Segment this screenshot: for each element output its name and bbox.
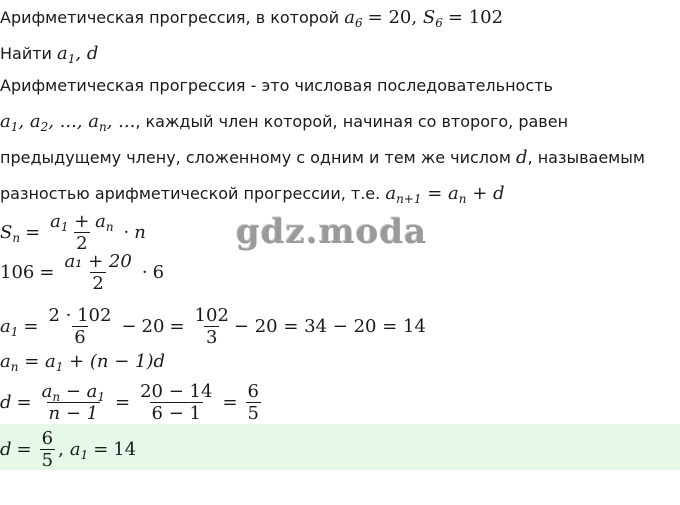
definition-line-1: Арифметическая прогрессия - это числовая последовательность xyxy=(0,76,553,95)
find-a-index: 1 xyxy=(67,52,76,66)
definition-line-3: предыдущему члену, сложенному с одним и тем же числом d, называемым xyxy=(0,147,645,168)
definition-line-4: разностью арифметической прогрессии, т.е. $a_{n+1} = a_n + d$ xyxy=(0,183,505,206)
s-index: 6 xyxy=(435,16,443,30)
find-d: d xyxy=(86,43,99,64)
answer-a1-value: 14 xyxy=(113,438,137,460)
answer: d = $\frac{6}{5}$ , $a_1$ = 14 xyxy=(0,427,137,471)
recurrence-formula: $a_{n+1} = a_n + d$ xyxy=(385,183,505,206)
answer-d-fraction: $\frac{6}{5}$ xyxy=(41,427,54,471)
definition-line-2 xyxy=(0,112,568,132)
sum-formula: $S_n$ = $\frac{a_1 + a_n}{2}$ · n xyxy=(0,210,146,254)
sequence-expr: $a_1$, $a_2$, ..., $a_n$, ... xyxy=(0,111,136,134)
definition-seq-text: , каждый член которой, начиная со второго, равен xyxy=(135,112,569,131)
a1-computation: $a_1$ = $\frac{2 \cdot 102}{6}$ − 20 = $\frac{102}{3}$ − 20 = 34 − 20 = 14 xyxy=(0,304,426,348)
a-index: 6 xyxy=(354,16,363,30)
a-value: 20 xyxy=(388,7,412,28)
problem-text: Арифметическая прогрессия, в которой xyxy=(0,8,340,27)
sum-fraction: $\frac{a_1 + a_n}{2}$ xyxy=(50,210,114,254)
substitution-step: 106 = $\frac{\text{a₁ + 20}}{2}$ · 6 xyxy=(0,250,165,294)
watermark-logo: gdz.moda xyxy=(236,212,428,252)
s-value: 102 xyxy=(468,7,504,28)
find-line: Найти $a_1$, d xyxy=(0,43,99,66)
find-text: Найти xyxy=(0,44,52,63)
nth-term-formula: $a_n = a_1 + (n - 1)d$ xyxy=(0,351,166,374)
problem-line: Арифметическая прогрессия, в которой $a_6 = 20$, $S_6 = 102$ xyxy=(0,7,504,30)
d-computation: d = $\frac{a_n - a_1}{n - 1}$ = $\frac{20 - 14}{6 - 1}$ = $\frac{6}{5}$ xyxy=(0,380,259,424)
